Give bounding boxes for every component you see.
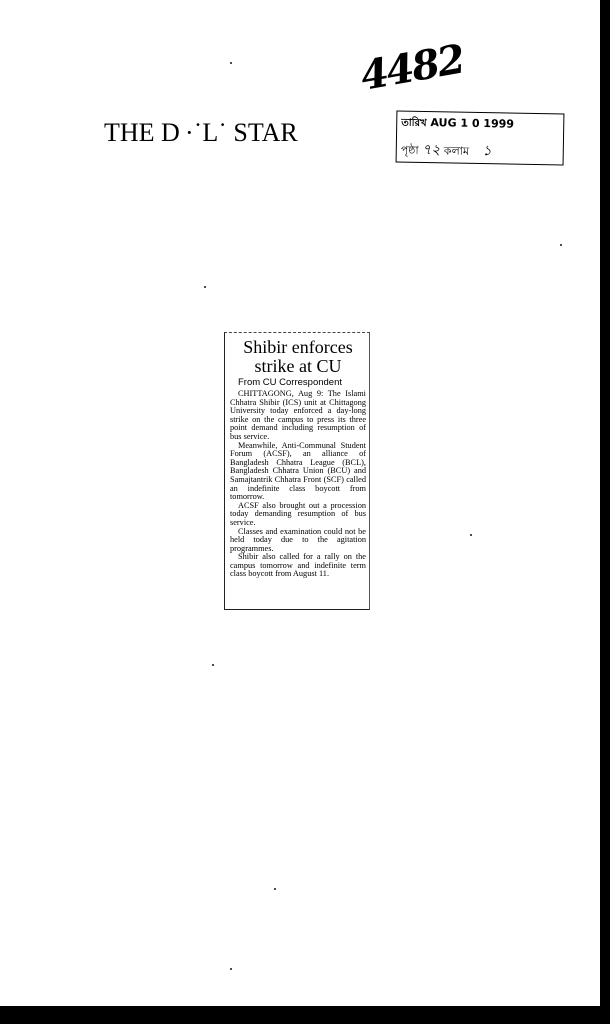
scan-speck xyxy=(230,62,232,64)
scan-speck xyxy=(470,534,472,536)
stamp-page-value: ৭২ xyxy=(421,141,441,159)
scan-border-right xyxy=(600,0,610,1024)
stamp-page-label: পৃষ্ঠা xyxy=(400,143,419,157)
article-paragraph: Meanwhile, Anti-Communal Student Forum (ACSF), an alliance of Bangladesh Chhatra League (BCL), Bangladesh Chhatra Union (BCU) and Samajtantrik Chhatra Front (SCF) called an indefinite class boycott from tomorrow. xyxy=(230,440,366,502)
article-paragraph: CHITTAGONG, Aug 9: The Islami Chhatra Shibir (ICS) unit at Chittagong University today enforced a day-long strike on the campus to press its three point demand including resumption of bus service. xyxy=(230,389,366,441)
stamp-column-value: ১ xyxy=(482,143,492,160)
article-byline: From CU Correspondent xyxy=(238,377,343,388)
scan-speck xyxy=(212,664,214,666)
stamp-column-label: কলাম xyxy=(443,144,470,158)
article-headline xyxy=(230,338,366,376)
newspaper-masthead: THE D ·˙L˙ STAR xyxy=(104,118,298,147)
article-paragraph: Classes and examination could not be held today due to the agitation programmes. xyxy=(230,526,366,553)
scan-speck xyxy=(274,888,276,890)
headline-line-1: Shibir enforces xyxy=(243,337,353,357)
stamp-date-label: তারিখ xyxy=(401,117,427,130)
article-paragraph: Shibir also called for a rally on the campus tomorrow and indefinite term class boycott from August 11. xyxy=(230,552,366,579)
scan-border-bottom xyxy=(0,1006,610,1024)
headline-line-2: strike at CU xyxy=(254,356,342,376)
scan-speck xyxy=(230,968,232,970)
archive-stamp xyxy=(396,111,565,166)
scan-speck xyxy=(204,286,206,288)
news-clipping xyxy=(224,332,370,610)
scan-speck xyxy=(560,244,562,246)
article-paragraph: ACSF also brought out a procession today demanding resumption of bus service. xyxy=(230,500,366,527)
handwritten-file-number: 4482 xyxy=(357,35,467,100)
stamp-date: AUG 1 0 1999 xyxy=(430,116,515,131)
